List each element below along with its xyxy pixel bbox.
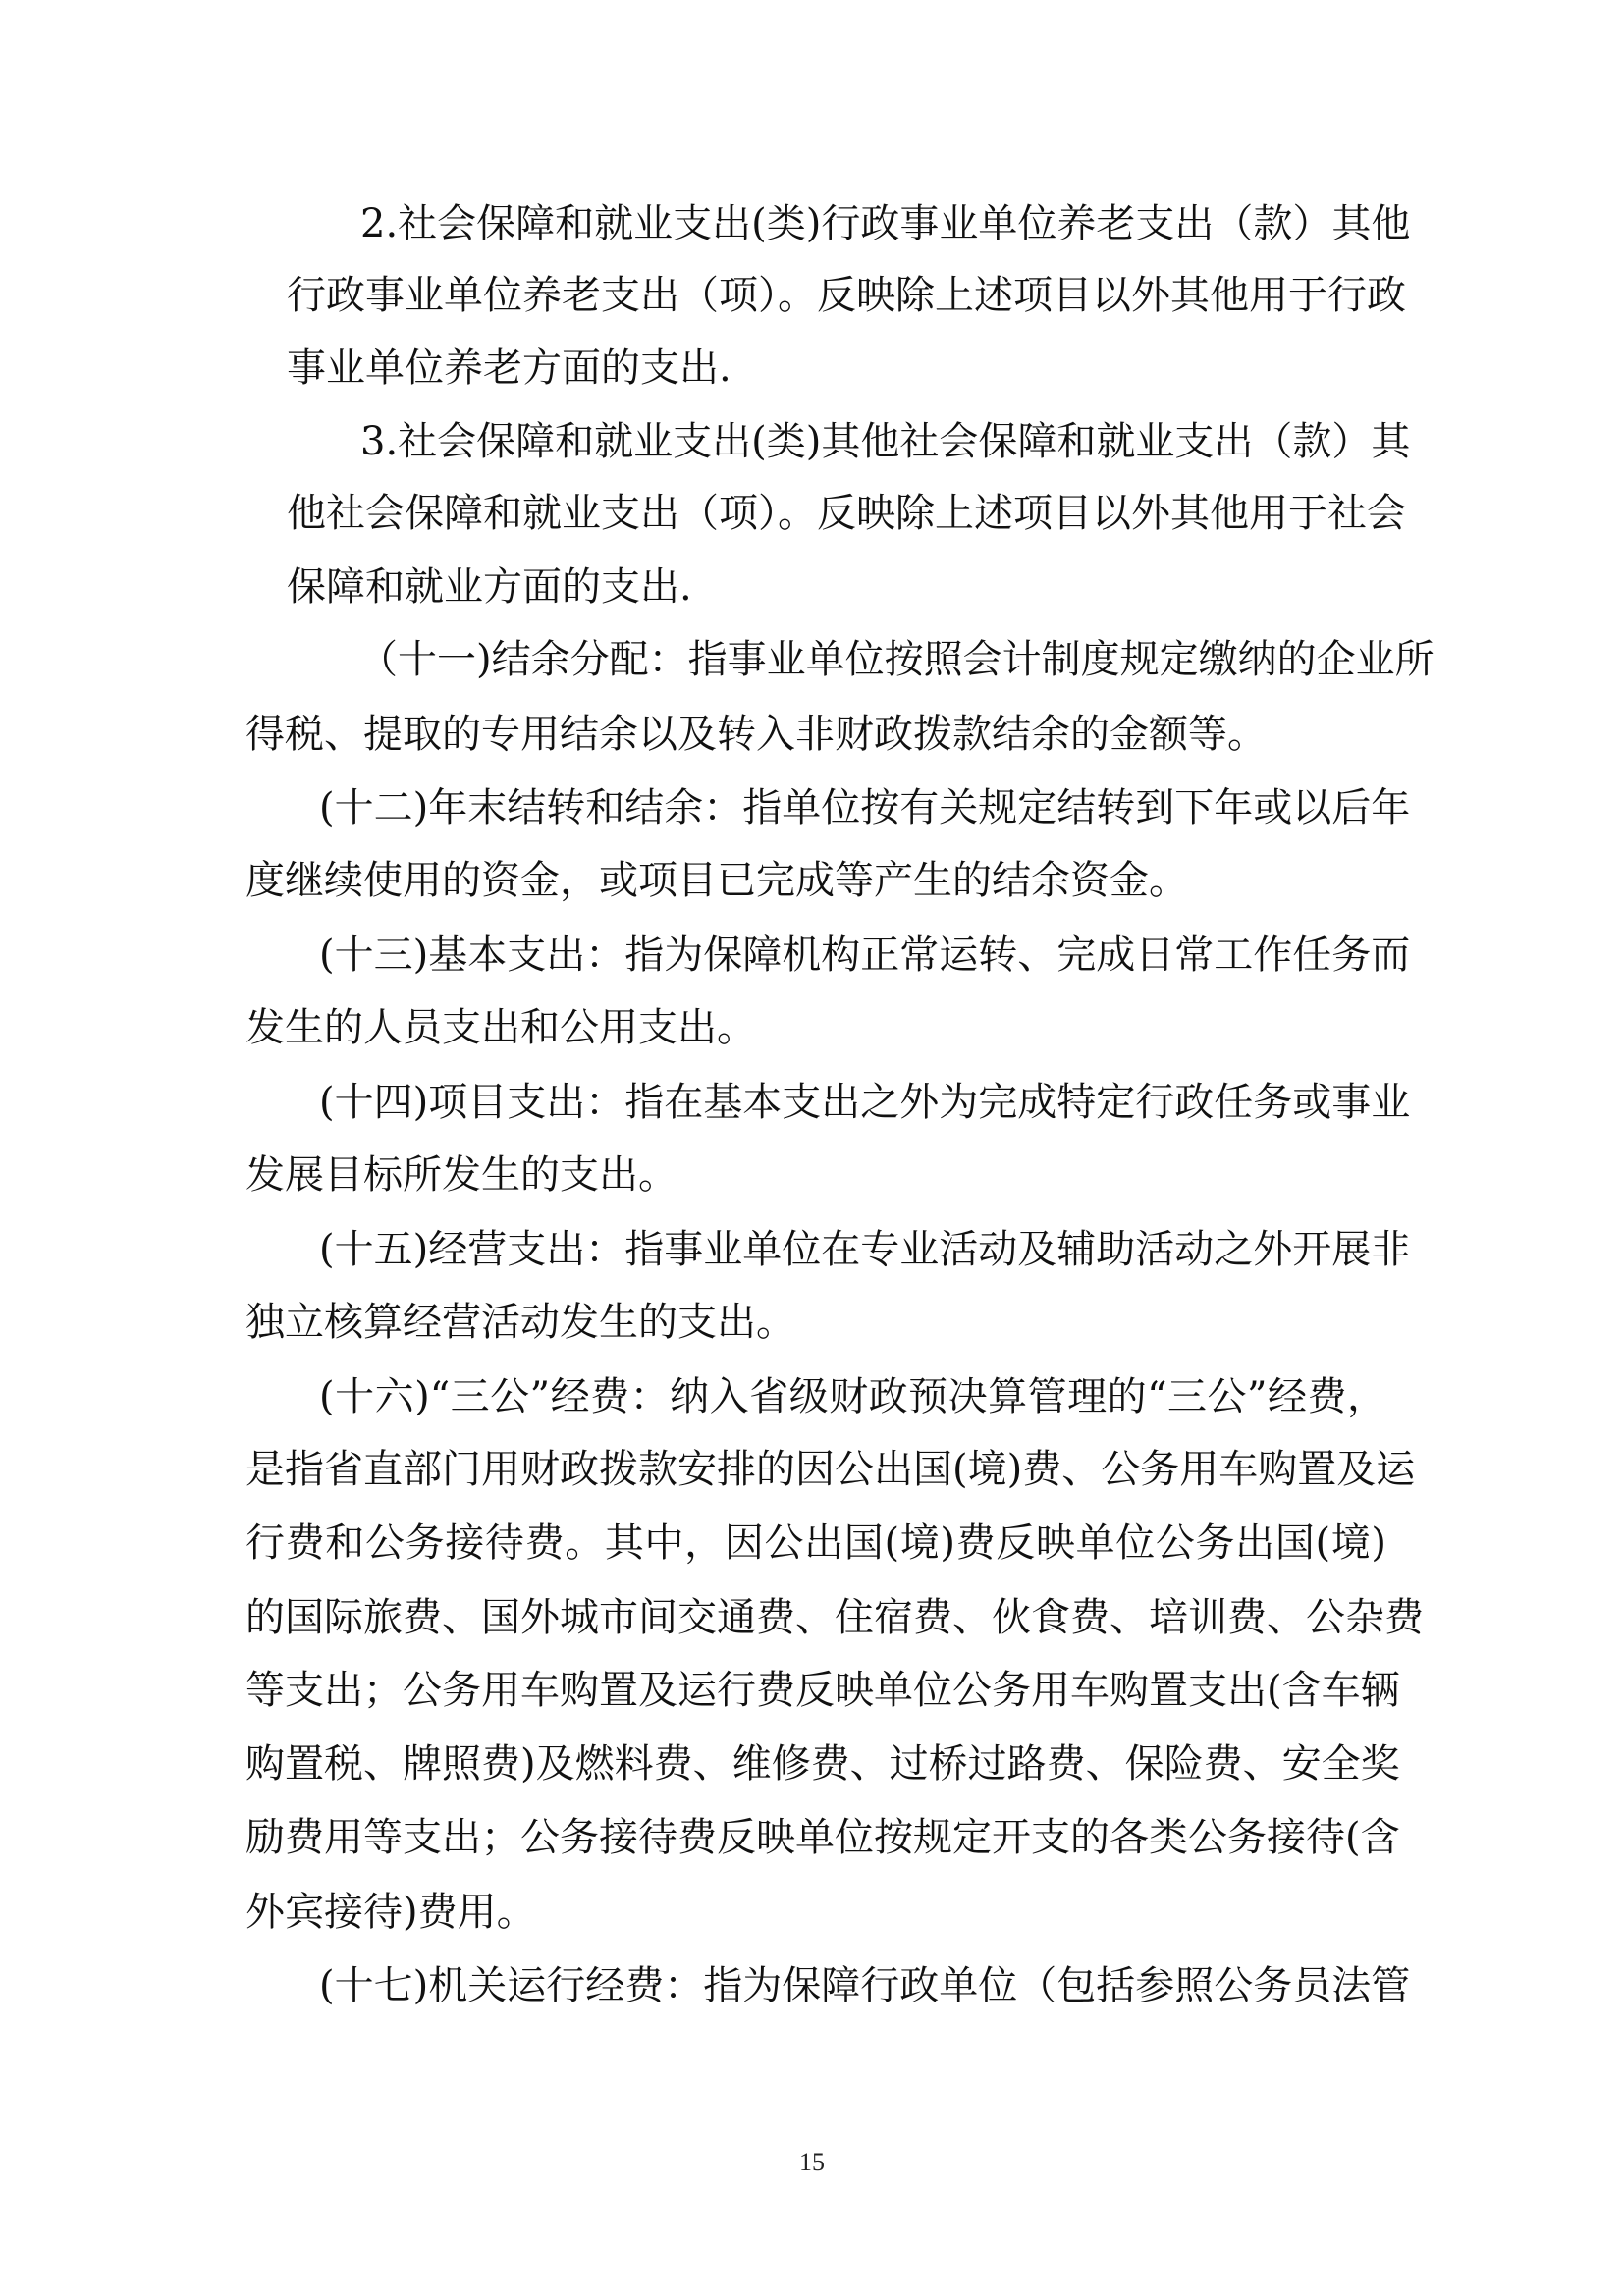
text-line: (十五)经营支出：指事业单位在专业活动及辅助活动之外开展非: [319, 1227, 1411, 1272]
text-line: (十二)年末结转和结余：指单位按有关规定结转到下年或以后年: [319, 785, 1411, 830]
text-line: （十一)结余分配：指事业单位按照会计制度规定缴纳的企业所: [358, 637, 1435, 682]
text-line: (十七)机关运行经费：指为保障行政单位（包括参照公务员法管: [319, 1963, 1411, 2008]
text-line: 他社会保障和就业支出（项）。反映除上述项目以外其他用于社会: [287, 491, 1406, 536]
page-number: 15: [799, 2148, 825, 2176]
text-line: 行政事业单位养老支出（项）。反映除上述项目以外其他用于行政: [287, 273, 1406, 318]
text-line: 的国际旅费、国外城市间交通费、住宿费、伙食费、培训费、公杂费: [245, 1595, 1424, 1640]
text-line: 度继续使用的资金，或项目已完成等产生的结余资金。: [245, 858, 1188, 903]
text-line: 发展目标所发生的支出。: [245, 1152, 677, 1198]
text-line: 保障和就业方面的支出.: [287, 564, 692, 610]
text-line: 等支出；公务用车购置及运行费反映单位公务用车购置支出(含车辆: [245, 1668, 1400, 1713]
text-line: 行费和公务接待费。其中，因公出国(境)费反映单位公务出国(境): [245, 1521, 1386, 1566]
text-line: (十三)基本支出：指为保障机构正常运转、完成日常工作任务而: [319, 933, 1411, 978]
text-line: 3.社会保障和就业支出(类)其他社会保障和就业支出（款）其: [360, 419, 1411, 464]
text-line: 发生的人员支出和公用支出。: [245, 1005, 756, 1050]
text-line: 独立核算经营活动发生的支出。: [245, 1300, 795, 1345]
text-line: 是指省直部门用财政拨款安排的因公出国(境)费、公务用车购置及运: [245, 1447, 1416, 1492]
text-line: 得税、提取的专用结余以及转入非财政拨款结余的金额等。: [245, 712, 1267, 757]
text-line: (十六)“三公”经费：纳入省级财政预决算管理的“三公”经费，: [319, 1374, 1386, 1419]
text-line: 事业单位养老方面的支出.: [287, 346, 731, 391]
text-line: 购置税、牌照费)及燃料费、维修费、过桥过路费、保险费、安全奖: [245, 1741, 1400, 1787]
text-line: (十四)项目支出：指在基本支出之外为完成特定行政任务或事业: [319, 1080, 1411, 1125]
text-line: 2.社会保障和就业支出(类)行政事业单位养老支出（款）其他: [360, 201, 1411, 246]
text-line: 励费用等支出；公务接待费反映单位按规定开支的各类公务接待(含: [245, 1815, 1400, 1860]
text-line: 外宾接待)费用。: [245, 1890, 536, 1935]
